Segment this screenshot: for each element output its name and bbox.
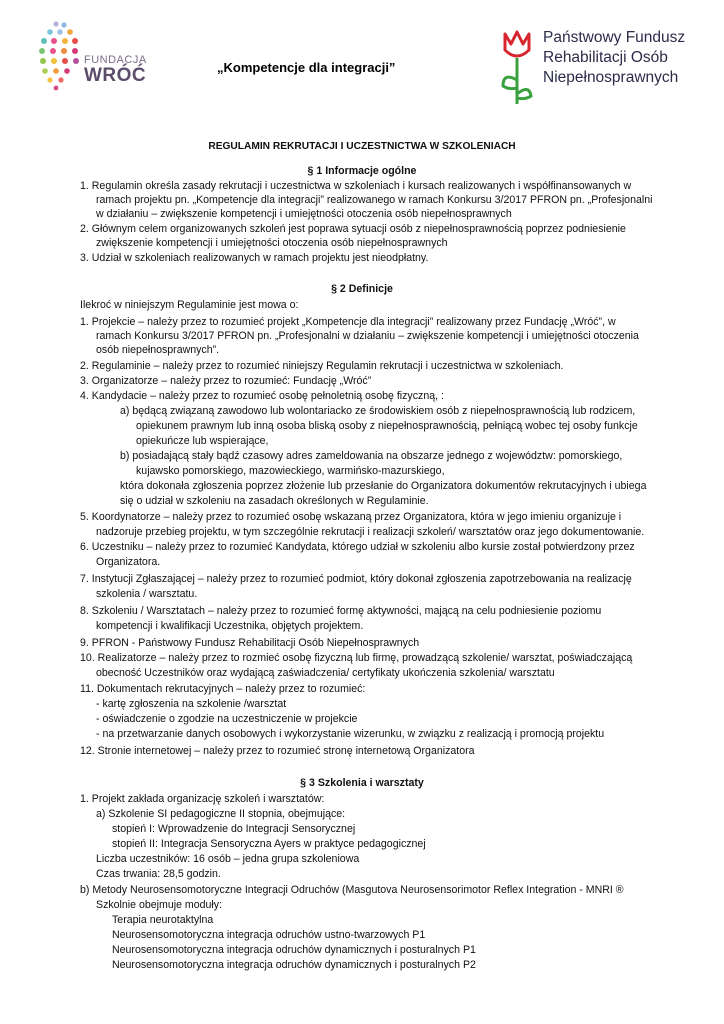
dots-logo-icon (38, 20, 84, 100)
text-line: 6. Uczestniku – należy przez to rozumieć Kandydata, którego udział w szkoleniu albo kursie został potwierdzony przez (80, 541, 635, 553)
project-title: „Kompetencje dla integracji” (217, 60, 396, 75)
text-line: Terapia neurotaktylna (112, 914, 214, 926)
text-line: Neurosensomotoryczna integracja odruchów dynamicznych i posturalnych P2 (112, 959, 476, 971)
text-line: 10. Realizatorze – należy przez to rozmieć osobę fizyczną lub firmę, prowadzącą szkolenie/ warsztat, poświadczającą (80, 652, 633, 664)
text-line: a) będącą związaną zawodowo lub wolontariacko ze środowiskiem osób z niepełnosprawnością lub rodzicem, (120, 405, 636, 417)
pfron-line-2: Rehabilitacji Osób (543, 49, 668, 66)
text-line: obecność Uczestników oraz wydającą zaświadczenia/ certyfikaty ukończenia szkolenia/ warsztatu (96, 667, 555, 679)
text-line: 4. Kandydacie – należy przez to rozumieć osobę pełnoletnią osobę fizyczną, : (80, 390, 444, 402)
text-line: 9. PFRON - Państwowy Fundusz Rehabilitacji Osób Niepełnosprawnych (80, 637, 420, 649)
text-line: a) Szkolenie SI pedagogiczne II stopnia, obejmujące: (96, 808, 346, 820)
text-line: która dokonała zgłoszenia poprzez złożenie lub przesłanie do Organizatora dokumentów rekrutacyjnych i ubiega (120, 480, 647, 492)
text-line: ramach Konkursu 3/2017 PFRON pn. „Profesjonalni w działaniu – zwiększenie kompetencji i umiejętności otoczenia (96, 330, 639, 342)
text-line: Neurosensomotoryczna integracja odruchów ustno-twarzowych P1 (112, 929, 426, 941)
text-line: Organizatora. (96, 556, 161, 568)
pfron-logo (497, 28, 717, 108)
pfron-name (543, 28, 685, 88)
document-title: REGULAMIN REKRUTACJI I UCZESTNICTWA W SZKOLENIACH (208, 141, 516, 152)
text-line: 1. Projekt zakłada organizację szkoleń i warsztatów: (80, 793, 325, 805)
text-line: 2. Głównym celem organizowanych szkoleń jest poprawa sytuacji osób z niepełnosprawnością poprzez podniesienie (80, 223, 626, 235)
text-line: - na przetwarzanie danych osobowych i wykorzystanie wizerunku, w związku z realizacją i promocją projektu (96, 728, 605, 740)
text-line: Ilekroć w niniejszym Regulaminie jest mowa o: (80, 299, 299, 311)
text-line: Liczba uczestników: 16 osób – jedna grupa szkoleniowa (96, 853, 360, 865)
text-line: 2. Regulaminie – należy przez to rozumieć niniejszy Regulamin rekrutacji i uczestnictwa w szkoleniach. (80, 360, 564, 372)
text-line: zwiększenie kompetencji i umiejętności otoczenia osób niepełnosprawnych (96, 237, 448, 249)
pfron-line-3: Niepełnosprawnych (543, 69, 679, 86)
text-line: Szkolnie obejmuje moduły: (96, 899, 223, 911)
text-line: szkolenia / warsztatu. (96, 588, 198, 600)
text-line: 1. Projekcie – należy przez to rozumieć projekt „Kompetencje dla integracji” realizowany przez Fundację „Wróć”, w (80, 316, 616, 328)
text-line: - kartę zgłoszenia na szkolenie /warsztat (96, 698, 287, 710)
section-heading: § 3 Szkolenia i warsztaty (300, 777, 424, 789)
tulip-icon (497, 28, 537, 108)
text-line: opiekuńcze lub wspierające, (136, 435, 269, 447)
text-line: 1. Regulamin określa zasady rekrutacji i uczestnictwa w szkoleniach i kursach realizowanych i współfinansowanych w (80, 180, 632, 192)
text-line: - oświadczenie o zgodzie na uczestniczenie w projekcie (96, 713, 358, 725)
text-line: 3. Organizatorze – należy przez to rozumieć: Fundację „Wróć” (80, 375, 372, 387)
text-line: b) Metody Neurosensomotoryczne Integracji Odruchów (Masgutova Neurosensorimotor Reflex Integration - MNRI ® (80, 884, 624, 896)
text-line: opiekunem prawnym lub inną osoba bliską osoby z niepełnosprawnością, pełniącą wobec tej osoby funkcje (136, 420, 638, 432)
section-heading: § 1 Informacje ogólne (307, 165, 417, 177)
text-line: b) posiadającą stały bądź czasowy adres zameldowania na obszarze jednego z województw: pomorskiego, (120, 450, 623, 462)
text-line: się o udział w szkoleniu na zasadach określonych w Regulaminie. (120, 495, 429, 507)
text-line: 8. Szkoleniu / Warsztatach – należy przez to rozumieć formę aktywności, mającą na celu podniesienie poziomu (80, 605, 602, 617)
text-line: Neurosensomotoryczna integracja odruchów dynamicznych i posturalnych P1 (112, 944, 476, 956)
text-line: kujawsko pomorskiego, mazowieckiego, warmińsko-mazurskiego, (136, 465, 445, 477)
text-line: stopień I: Wprowadzenie do Integracji Sensorycznej (112, 823, 356, 835)
text-line: osób niepełnosprawnych”. (96, 344, 220, 356)
text-line: ramach projektu pn. „Kompetencje dla integracji” realizowanego w ramach Konkursu 3/2017 PFRON pn. „Profesjonalni (96, 194, 653, 206)
text-line: nadzoruje przebieg projektu, w tym szczególnie rekrutacji i realizacji szkoleń/ warsztatów oraz jego dokumentowanie. (96, 526, 645, 538)
text-line: stopień II: Integracja Sensoryczna Ayers w praktyce pedagogicznej (112, 838, 426, 850)
text-line: w działaniu – zwiększenie kompetencji i umiejętności otoczenia osób niepełnosprawnych (96, 208, 512, 220)
text-line: 12. Stronie internetowej – należy przez to rozumieć stronę internetową Organizatora (80, 745, 475, 757)
text-line: 11. Dokumentach rekrutacyjnych – należy przez to rozumieć: (80, 683, 366, 695)
text-line: 7. Instytucji Zgłaszającej – należy przez to rozumieć podmiot, który dokonał zgłoszenia zapotrzebowania na realizację (80, 573, 632, 585)
section-heading: § 2 Definicje (331, 283, 393, 295)
text-line: 3. Udział w szkoleniach realizowanych w ramach projektu jest nieodpłatny. (80, 252, 429, 264)
text-line: kompetencji i kwalifikacji Uczestnika, objętych projektem. (96, 620, 364, 632)
text-line: Czas trwania: 28,5 godzin. (96, 868, 221, 880)
foundation-name-top: FUNDACJA (84, 54, 147, 66)
text-line: 5. Koordynatorze – należy przez to rozumieć osobę wskazaną przez Organizatora, która w jego imieniu organizuje i (80, 511, 622, 523)
foundation-name-bottom: WRÓĆ (84, 65, 147, 86)
pfron-line-1: Państwowy Fundusz (543, 29, 686, 46)
